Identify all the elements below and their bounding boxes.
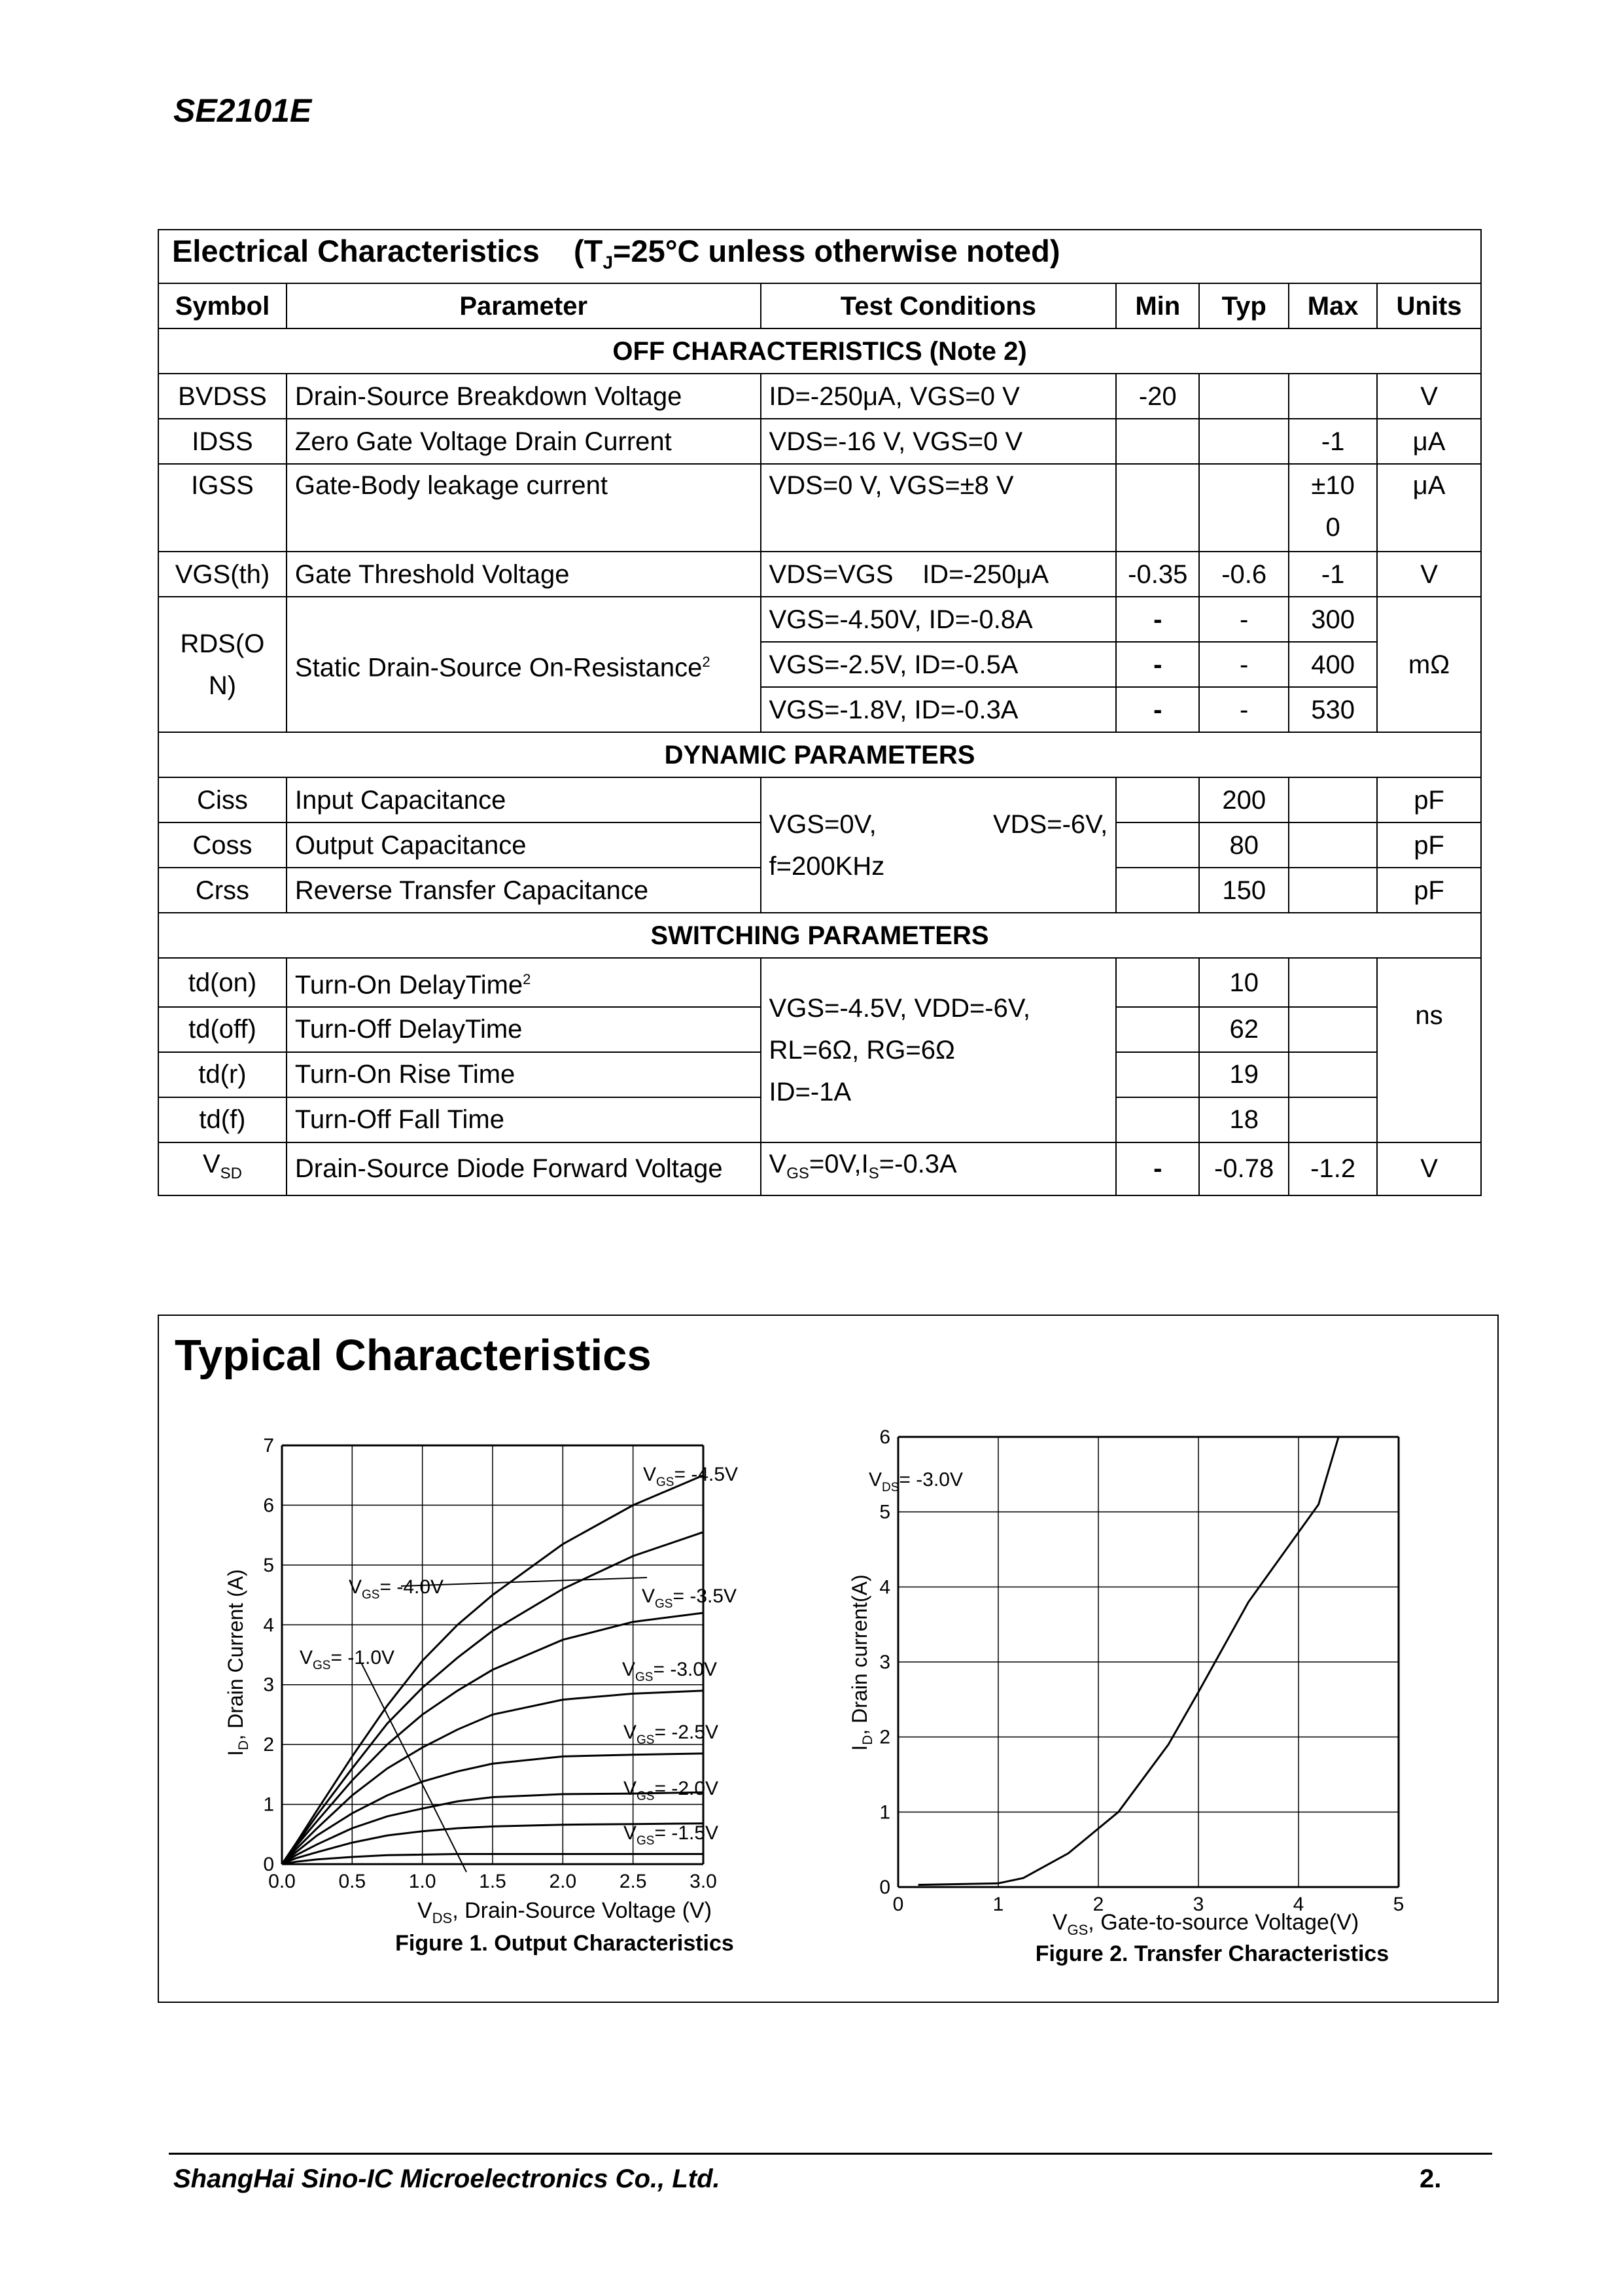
- min-cell: -0.35: [1116, 552, 1199, 597]
- units-cell: mΩ: [1377, 597, 1481, 732]
- symbol-sub: SD: [220, 1164, 242, 1182]
- column-header: Max: [1289, 283, 1377, 328]
- min-cell: [1116, 777, 1199, 822]
- max-cell: [1289, 1097, 1377, 1142]
- y-tick-label: 2: [263, 1734, 274, 1756]
- y-tick-label: 6: [263, 1494, 274, 1517]
- y-tick-label: 4: [263, 1614, 274, 1636]
- column-header: Typ: [1199, 283, 1289, 328]
- min-cell: [1116, 1007, 1199, 1052]
- x-tick-label: 5: [1393, 1894, 1405, 1915]
- max-line-2: 0: [1325, 513, 1340, 542]
- cond-sub: S: [868, 1164, 879, 1182]
- min-cell: -: [1116, 597, 1199, 642]
- parameter-cell: [287, 597, 761, 732]
- conditions-cell: [761, 777, 1117, 913]
- vds-annotation: $V_{DS}= -3.0V$: [869, 1469, 963, 1494]
- dyn-conditions-line-1: [769, 804, 1108, 845]
- table-header-row: [158, 283, 1481, 328]
- series-label-vgs-2.5: $V_{GS}= -2.5V$: [623, 1722, 719, 1747]
- y-tick-label: 3: [879, 1651, 890, 1673]
- x-tick-label: 2: [1092, 1894, 1104, 1915]
- table-title-row: [158, 230, 1481, 283]
- units-cell: V: [1377, 552, 1481, 597]
- typ-cell: 200: [1199, 777, 1289, 822]
- x-tick-label: 0: [892, 1894, 904, 1915]
- y-tick-label: 3: [263, 1674, 274, 1696]
- units-cell: V: [1377, 374, 1481, 419]
- max-cell: [1289, 1052, 1377, 1097]
- y-tick-label: 4: [879, 1576, 890, 1598]
- min-cell: -: [1116, 642, 1199, 687]
- column-header: Symbol: [158, 283, 287, 328]
- symbol-cell: td(on): [158, 958, 287, 1006]
- section-row: [158, 328, 1481, 374]
- table-title-sub: J: [602, 251, 614, 273]
- typ-cell: [1199, 374, 1289, 419]
- parameter-cell: Turn-Off Fall Time: [287, 1097, 761, 1142]
- units-cell: pF: [1377, 777, 1481, 822]
- typ-cell: [1199, 464, 1289, 552]
- section-switching-parameters: SWITCHING PARAMETERS: [158, 913, 1481, 958]
- conditions-cell: VGS=-2.5V, ID=-0.5A: [761, 642, 1117, 687]
- symbol-cell: IGSS: [158, 464, 287, 552]
- symbol-main: V: [202, 1149, 220, 1178]
- y-tick-label: 5: [879, 1501, 890, 1523]
- series-label-vgs-4.5: $V_{GS}= -4.5V$: [643, 1464, 739, 1489]
- max-cell: [1289, 822, 1377, 868]
- parameter-cell: Gate Threshold Voltage: [287, 552, 761, 597]
- conditions-cell: VDS=0 V, VGS=±8 V: [761, 464, 1117, 552]
- x-tick-label: 2.5: [619, 1871, 647, 1892]
- table-row: [158, 597, 1481, 642]
- column-header: Parameter: [287, 283, 761, 328]
- parameter-cell: Output Capacitance: [287, 822, 761, 868]
- typ-cell: -: [1199, 687, 1289, 732]
- table-row: [158, 1142, 1481, 1195]
- conditions-cell: VGS=-4.50V, ID=-0.8A: [761, 597, 1117, 642]
- chart-grid: [898, 1437, 1399, 1887]
- typ-cell: -: [1199, 597, 1289, 642]
- footer-divider: [169, 2153, 1492, 2155]
- section-row: [158, 732, 1481, 777]
- max-cell: 300: [1289, 597, 1377, 642]
- conditions-cell: VDS=VGS ID=-250μA: [761, 552, 1117, 597]
- max-cell: 400: [1289, 642, 1377, 687]
- transfer-characteristics-chart: [826, 1414, 1480, 1983]
- min-cell: [1116, 1097, 1199, 1142]
- table-title: [158, 230, 1481, 283]
- sw-conditions-line-3: ID=-1A: [769, 1078, 852, 1107]
- min-cell: [1116, 464, 1199, 552]
- typ-cell: -0.78: [1199, 1142, 1289, 1195]
- document-title: SE2101E: [173, 92, 312, 129]
- table-row: [158, 777, 1481, 822]
- x-tick-label: 4: [1293, 1894, 1304, 1915]
- parameter-cell: Reverse Transfer Capacitance: [287, 868, 761, 913]
- conditions-cell: VGS=-1.8V, ID=-0.3A: [761, 687, 1117, 732]
- symbol-cell: td(r): [158, 1052, 287, 1097]
- typical-characteristics-title: Typical Characteristics: [175, 1331, 652, 1380]
- sw-conditions-line-1: VGS=-4.5V, VDD=-6V,: [769, 994, 1031, 1023]
- conditions-cell: ID=-250μA, VGS=0 V: [761, 374, 1117, 419]
- max-cell: [1289, 868, 1377, 913]
- transfer-curve: [918, 1437, 1339, 1885]
- symbol-line-2: N): [208, 671, 237, 700]
- symbol-cell: td(f): [158, 1097, 287, 1142]
- parameter-cell: Gate-Body leakage current: [287, 464, 761, 552]
- y-tick-label: 6: [879, 1426, 890, 1448]
- min-cell: [1116, 868, 1199, 913]
- x-tick-label: 0.0: [268, 1871, 296, 1892]
- dyn-vgs: VGS=0V,: [769, 809, 877, 839]
- y-axis-label: $I_D$, Drain Current (A): [224, 1569, 251, 1756]
- max-cell: 530: [1289, 687, 1377, 732]
- column-header: Test Conditions: [761, 283, 1117, 328]
- typ-cell: 10: [1199, 958, 1289, 1006]
- units-cell: μA: [1377, 419, 1481, 464]
- series-label-vgs-2.0: $V_{GS}= -2.0V$: [623, 1778, 719, 1803]
- min-cell: -: [1116, 687, 1199, 732]
- cond-part: V: [769, 1149, 787, 1178]
- parameter-cell: Input Capacitance: [287, 777, 761, 822]
- x-tick-label: 1.5: [479, 1871, 506, 1892]
- parameter-cell: Drain-Source Breakdown Voltage: [287, 374, 761, 419]
- series-label-vgs-3.5: $V_{GS}= -3.5V$: [642, 1585, 737, 1611]
- parameter-text: Static Drain-Source On-Resistance: [294, 653, 703, 682]
- page-number: 2.: [1420, 2164, 1442, 2193]
- symbol-cell: VGS(th): [158, 552, 287, 597]
- x-tick-label: 3: [1193, 1894, 1204, 1915]
- units-cell: pF: [1377, 868, 1481, 913]
- parameter-cell: [287, 958, 761, 1006]
- max-cell: [1289, 464, 1377, 552]
- table-row: [158, 552, 1481, 597]
- annotation-leaders: [362, 1578, 647, 1872]
- units-cell: pF: [1377, 822, 1481, 868]
- parameter-text: Turn-On DelayTime: [294, 970, 523, 1000]
- dyn-frequency: f=200KHz: [769, 851, 885, 881]
- x-tick-label: 1.0: [408, 1871, 436, 1892]
- parameter-cell: Drain-Source Diode Forward Voltage: [287, 1142, 761, 1195]
- table-row: [158, 374, 1481, 419]
- symbol-line-1: RDS(O: [180, 629, 265, 658]
- max-cell: -1: [1289, 552, 1377, 597]
- parameter-cell: Turn-On Rise Time: [287, 1052, 761, 1097]
- parameter-cell: Zero Gate Voltage Drain Current: [287, 419, 761, 464]
- units-cell: V: [1377, 1142, 1481, 1195]
- series-label-vgs-4.0: $V_{GS}= -4.0V$: [349, 1576, 444, 1602]
- typ-cell: 62: [1199, 1007, 1289, 1052]
- min-cell: [1116, 1052, 1199, 1097]
- conditions-cell: VDS=-16 V, VGS=0 V: [761, 419, 1117, 464]
- x-tick-label: 2.0: [549, 1871, 577, 1892]
- table-row: [158, 464, 1481, 552]
- typ-cell: 80: [1199, 822, 1289, 868]
- symbol-cell: Ciss: [158, 777, 287, 822]
- note-ref: 2: [523, 971, 531, 988]
- x-tick-label: 1: [992, 1894, 1004, 1915]
- min-cell: -: [1116, 1142, 1199, 1195]
- cond-part: =0V,I: [809, 1149, 869, 1178]
- y-axis-label: $I_D$, Drain current(A): [848, 1574, 875, 1751]
- section-off-characteristics: OFF CHARACTERISTICS (Note 2): [158, 328, 1481, 374]
- max-line-1: ±10: [1311, 471, 1355, 501]
- output-characteristics-chart: [185, 1414, 813, 1983]
- electrical-characteristics-table: [158, 229, 1482, 1196]
- table-title-rest: =25°C unless otherwise noted): [613, 234, 1060, 268]
- section-dynamic-parameters: DYNAMIC PARAMETERS: [158, 732, 1481, 777]
- symbol-cell: Coss: [158, 822, 287, 868]
- symbol-cell: BVDSS: [158, 374, 287, 419]
- dyn-vds: VDS=-6V,: [992, 809, 1108, 839]
- max-cell: [1289, 777, 1377, 822]
- table-row: [158, 419, 1481, 464]
- y-tick-label: 5: [263, 1554, 274, 1576]
- max-cell: [1289, 1007, 1377, 1052]
- min-cell: [1116, 958, 1199, 1006]
- typ-cell: 19: [1199, 1052, 1289, 1097]
- typ-cell: -: [1199, 642, 1289, 687]
- y-tick-label: 1: [879, 1801, 890, 1824]
- cond-sub: GS: [786, 1164, 809, 1182]
- max-cell: [1289, 374, 1377, 419]
- max-cell: [1289, 958, 1377, 1006]
- chart-caption: Figure 1. Output Characteristics: [395, 1931, 734, 1956]
- y-tick-label: 2: [879, 1726, 890, 1748]
- x-tick-label: 3.0: [689, 1871, 717, 1892]
- table-title-main: Electrical Characteristics: [172, 234, 540, 268]
- y-tick-label: 0: [879, 1877, 890, 1898]
- x-axis-label: $V_{GS}$, Gate-to-source Voltage(V): [1052, 1910, 1359, 1938]
- series-label-vgs-1.5: $V_{GS}= -1.5V$: [623, 1822, 719, 1848]
- max-cell: -1: [1289, 419, 1377, 464]
- typical-characteristics-panel: [158, 1315, 1499, 2003]
- max-cell: -1.2: [1289, 1142, 1377, 1195]
- symbol-cell: IDSS: [158, 419, 287, 464]
- cond-part: =-0.3A: [879, 1149, 957, 1178]
- table-row: [158, 958, 1481, 1006]
- conditions-cell: [761, 1142, 1117, 1195]
- conditions-cell: [761, 958, 1117, 1142]
- y-tick-label: 1: [263, 1793, 274, 1816]
- typ-cell: 18: [1199, 1097, 1289, 1142]
- tick-labels: [879, 1426, 1404, 1915]
- x-axis-label: $V_{DS}$, Drain-Source Voltage (V): [417, 1898, 712, 1926]
- units-cell: μA: [1377, 464, 1481, 552]
- sw-conditions-line-2: RL=6Ω, RG=6Ω: [769, 1036, 955, 1065]
- series-label-vgs-3.0: $V_{GS}= -3.0V$: [622, 1659, 718, 1684]
- section-row: [158, 913, 1481, 958]
- y-tick-label: 7: [263, 1435, 274, 1457]
- symbol-cell: Crss: [158, 868, 287, 913]
- y-tick-label: 0: [263, 1854, 274, 1875]
- x-tick-label: 0.5: [338, 1871, 366, 1892]
- column-header: Units: [1377, 283, 1481, 328]
- chart-caption: Figure 2. Transfer Characteristics: [1035, 1941, 1389, 1966]
- column-header: Min: [1116, 283, 1199, 328]
- footer-company: ShangHai Sino-IC Microelectronics Co., Ltd.: [173, 2164, 720, 2193]
- symbol-cell: [158, 1142, 287, 1195]
- typ-cell: [1199, 419, 1289, 464]
- symbol-cell: [158, 597, 287, 732]
- table-title-open: (T: [573, 234, 603, 268]
- series-label-vgs-1.0: $V_{GS}= -1.0V$: [300, 1647, 395, 1672]
- min-cell: [1116, 822, 1199, 868]
- symbol-cell: td(off): [158, 1007, 287, 1052]
- min-cell: [1116, 419, 1199, 464]
- chart-series: [918, 1437, 1339, 1885]
- parameter-cell: Turn-Off DelayTime: [287, 1007, 761, 1052]
- note-ref: 2: [702, 653, 710, 670]
- typ-cell: -0.6: [1199, 552, 1289, 597]
- typ-cell: 150: [1199, 868, 1289, 913]
- units-cell: ns: [1377, 958, 1481, 1142]
- min-cell: -20: [1116, 374, 1199, 419]
